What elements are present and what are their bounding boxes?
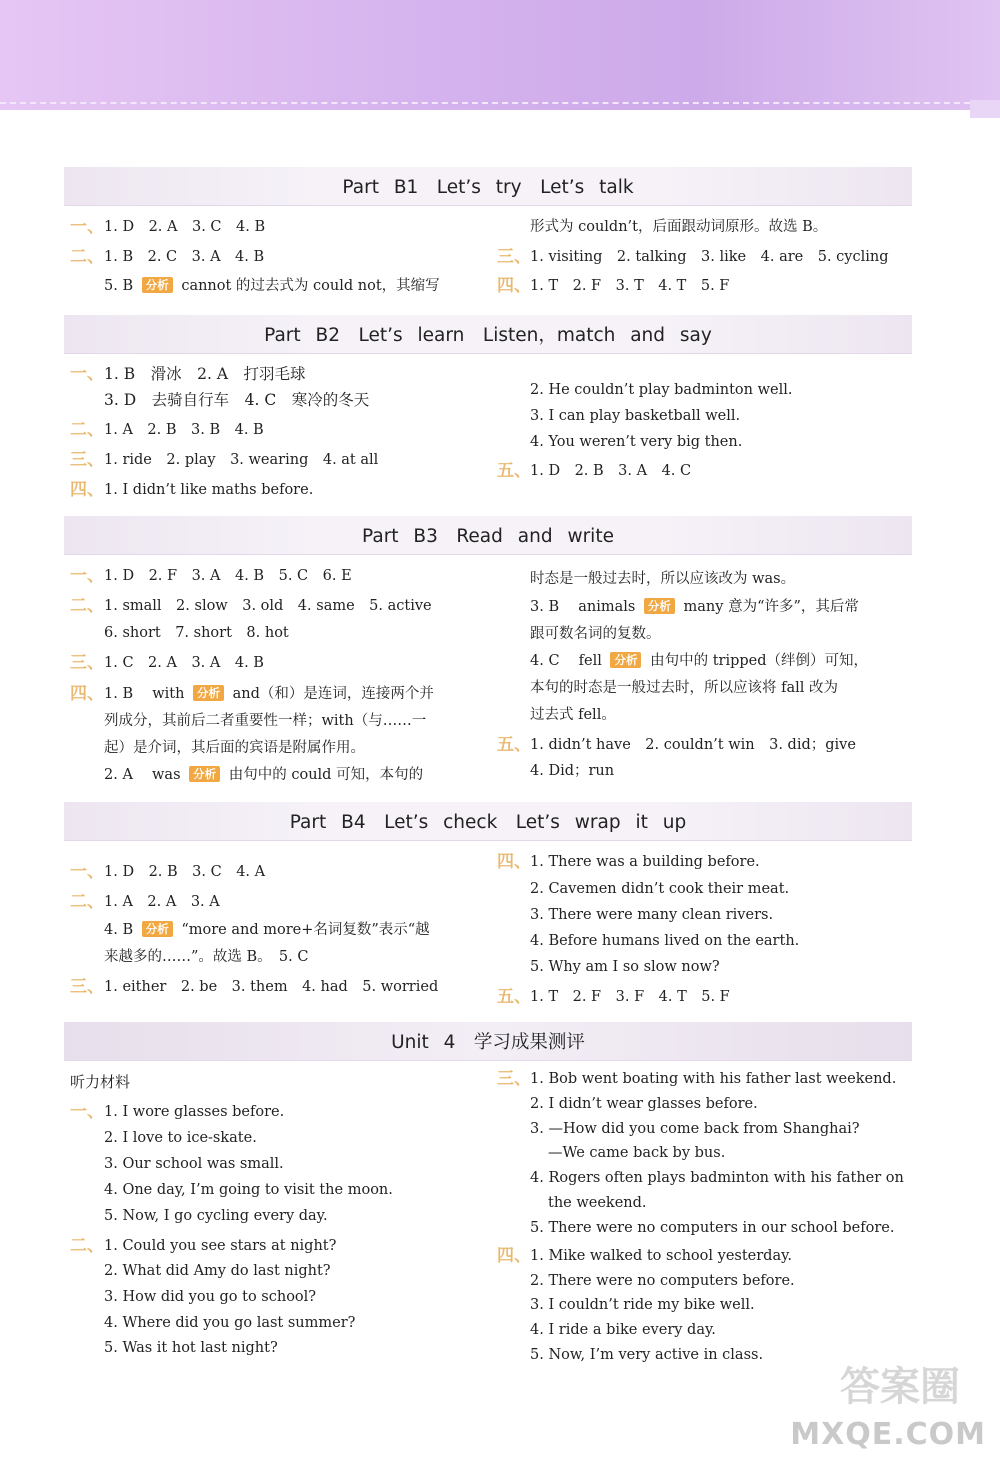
answer-line: 1. either 2. be 3. them 4. had 5. worried (104, 979, 439, 995)
marker-4: 四、 (70, 480, 104, 500)
analysis-text: 形式为 couldn’t，后面跟动词原形。故选 B。 (530, 219, 828, 235)
listening-line: 2. I love to ice-skate. (104, 1130, 257, 1146)
marker-3: 三、 (497, 1069, 531, 1089)
listening-line: the weekend. (548, 1195, 647, 1211)
answer-line: 1. T 2. F 3. F 4. T 5. F (530, 989, 730, 1005)
watermark-logo: 答案圈 (840, 1364, 960, 1410)
answer-line: 1. I didn’t like maths before. (104, 482, 314, 498)
answer-line: 4. Before humans lived on the earth. (530, 933, 800, 949)
answer-text: 3. B animals (530, 599, 636, 615)
answer-line: 3. I can play basketball well. (530, 408, 741, 424)
answer-line: 2. He couldn’t play badminton well. (530, 382, 793, 398)
marker-2: 二、 (70, 420, 104, 440)
marker-5: 五、 (497, 735, 531, 755)
answer-line: 3. There were many clean rivers. (530, 907, 774, 923)
answer-analysis-line (530, 597, 859, 617)
marker-3: 三、 (70, 653, 104, 673)
marker-3: 三、 (70, 450, 104, 470)
marker-1: 一、 (70, 217, 104, 237)
listening-line: 4. One day, I’m going to visit the moon. (104, 1182, 393, 1198)
marker-1: 一、 (70, 1102, 104, 1122)
listening-line: 4. Where did you go last summer? (104, 1315, 356, 1331)
answer-analysis-line (104, 765, 423, 785)
answer-text: 4. C fell (530, 653, 602, 669)
listening-material-label: 听力材料 (70, 1073, 131, 1091)
marker-2: 二、 (70, 1236, 104, 1256)
listening-line: 5. Now, I go cycling every day. (104, 1208, 328, 1224)
section-header-b4: Part B4 Let’s check Let’s wrap it up (64, 802, 912, 841)
listening-line: 4. I ride a bike every day. (530, 1322, 716, 1338)
marker-4: 四、 (497, 852, 531, 872)
listening-line: 5. Was it hot last night? (104, 1340, 278, 1356)
analysis-text: 本句的时态是一般过去时，所以应该将 fall 改为 (530, 680, 839, 696)
listening-line: 1. Mike walked to school yesterday. (530, 1248, 792, 1264)
answer-line: 2. Cavemen didn’t cook their meat. (530, 881, 790, 897)
analysis-text: 时态是一般过去时，所以应该改为 was。 (530, 571, 796, 587)
listening-line: 2. What did Amy do last night? (104, 1263, 331, 1279)
marker-2: 二、 (70, 596, 104, 616)
analysis-text: 起）是介词，其后面的宾语是附属作用。 (104, 740, 365, 756)
watermark-text: MXQE.COM (790, 1417, 986, 1452)
section-header-b2: Part B2 Let’s learn Listen，match and say (64, 315, 912, 354)
analysis-text: and（和）是连词，连接两个并 (232, 686, 434, 702)
analysis-text: 由句中的 could 可知，本句的 (228, 767, 424, 783)
analysis-text: 列成分，其前后二者重要性一样；with（与……一 (104, 713, 427, 729)
listening-line: 2. I didn’t wear glasses before. (530, 1096, 758, 1112)
analysis-tag: 分析 (644, 598, 675, 614)
marker-1: 一、 (70, 566, 104, 586)
marker-3: 三、 (497, 247, 531, 267)
answer-line: 1. C 2. A 3. A 4. B (104, 655, 264, 671)
listening-line: 1. Bob went boating with his father last weekend. (530, 1071, 897, 1087)
analysis-text: cannot 的过去式为 could not，其缩写 (181, 278, 440, 294)
listening-line: 5. There were no computers in our school before. (530, 1220, 895, 1236)
answer-line: 5. Why am I so slow now? (530, 959, 720, 975)
listening-line: 1. Could you see stars at night? (104, 1238, 337, 1254)
answer-line: 1. T 2. F 3. T 4. T 5. F (530, 278, 730, 294)
answer-line: 1. D 2. A 3. C 4. B (104, 219, 266, 235)
analysis-tag: 分析 (142, 921, 173, 937)
answer-line: 1. There was a building before. (530, 854, 760, 870)
answer-text: 2. A was (104, 767, 181, 783)
top-banner (0, 0, 1000, 110)
answer-analysis-line (104, 684, 434, 704)
answer-analysis-line (104, 276, 440, 296)
marker-2: 二、 (70, 247, 104, 267)
answer-line: 4. You weren’t very big then. (530, 434, 743, 450)
listening-line: 3. —How did you come back from Shanghai? (530, 1121, 860, 1137)
analysis-text: 来越多的……”。故选 B。 5. C (104, 949, 309, 965)
top-banner-tab (970, 100, 1000, 118)
marker-5: 五、 (497, 987, 531, 1007)
marker-1: 一、 (70, 364, 104, 384)
analysis-text: 跟可数名词的复数。 (530, 626, 661, 642)
answer-text: 4. B (104, 922, 134, 938)
section-header-unit4: Unit 4 学习成果测评 (64, 1022, 912, 1061)
answer-line: 1. D 2. F 3. A 4. B 5. C 6. E (104, 568, 352, 584)
answer-analysis-line (104, 920, 430, 940)
analysis-text: many 意为“许多”，其后常 (683, 599, 859, 615)
marker-1: 一、 (70, 862, 104, 882)
answer-analysis-line (530, 651, 868, 671)
analysis-text: “more and more+名词复数”表示“越 (181, 922, 430, 938)
marker-4: 四、 (497, 276, 531, 296)
analysis-tag: 分析 (193, 685, 224, 701)
listening-line: 3. How did you go to school? (104, 1289, 317, 1305)
analysis-tag: 分析 (142, 277, 173, 293)
answer-line: 1. ride 2. play 3. wearing 4. at all (104, 452, 379, 468)
analysis-tag: 分析 (189, 766, 220, 782)
listening-line: 1. I wore glasses before. (104, 1104, 285, 1120)
section-header-b1: Part B1 Let’s try Let’s talk (64, 167, 912, 206)
answer-line: 1. D 2. B 3. A 4. C (530, 463, 692, 479)
answer-line: 4. Did；run (530, 763, 615, 779)
marker-2: 二、 (70, 892, 104, 912)
listening-line: 3. Our school was small. (104, 1156, 284, 1172)
listening-line: 4. Rogers often plays badminton with his father on (530, 1170, 904, 1186)
listening-line: 3. I couldn’t ride my bike well. (530, 1297, 755, 1313)
answer-line: 6. short 7. short 8. hot (104, 625, 289, 641)
answer-line: 1. didn’t have 2. couldn’t win 3. did；give (530, 737, 856, 753)
answer-line: 1. small 2. slow 3. old 4. same 5. active (104, 598, 432, 614)
answer-text: 5. B (104, 278, 134, 294)
marker-4: 四、 (70, 684, 104, 704)
answer-line: 1. A 2. A 3. A (104, 894, 220, 910)
marker-3: 三、 (70, 977, 104, 997)
analysis-text: 过去式 fell。 (530, 707, 616, 723)
marker-4: 四、 (497, 1246, 531, 1266)
analysis-text: 由句中的 tripped（绊倒）可知， (650, 653, 869, 669)
answer-line: 3. D 去骑自行车 4. C 寒冷的冬天 (104, 391, 370, 409)
section-header-b3: Part B3 Read and write (64, 516, 912, 555)
listening-line: 5. Now, I’m very active in class. (530, 1347, 764, 1363)
listening-line: —We came back by bus. (548, 1145, 726, 1161)
answer-line: 1. B 滑冰 2. A 打羽毛球 (104, 365, 306, 383)
answer-line: 1. B 2. C 3. A 4. B (104, 249, 265, 265)
answer-line: 1. A 2. B 3. B 4. B (104, 422, 264, 438)
analysis-tag: 分析 (610, 652, 641, 668)
answer-text: 1. B with (104, 686, 185, 702)
answer-line: 1. visiting 2. talking 3. like 4. are 5. cycling (530, 249, 889, 265)
answer-line: 1. D 2. B 3. C 4. A (104, 864, 266, 880)
listening-line: 2. There were no computers before. (530, 1273, 795, 1289)
marker-5: 五、 (497, 461, 531, 481)
